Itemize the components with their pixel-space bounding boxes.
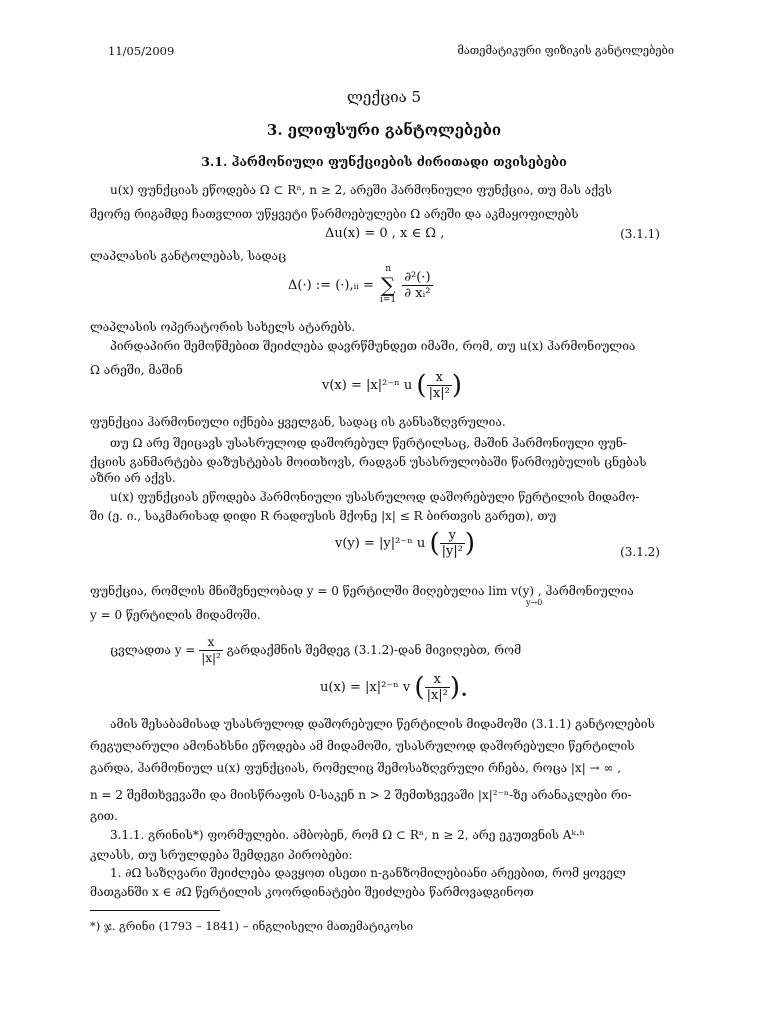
paragraph-line: u(x) ფუნქციას ეწოდება ჰარმონიული უსასრულოდ დაშორებული წერტილის მიდამო-: [110, 490, 640, 504]
equation-number: (3.1.2): [620, 545, 660, 559]
lecture-title: ლექცია 5: [346, 88, 422, 106]
fraction-numerator: ∂²(·): [404, 269, 431, 285]
equation-lhs: u(x) = |x|²⁻ⁿ v: [320, 680, 411, 695]
equation-lhs: v(x) = |x|²⁻ⁿ u: [322, 378, 413, 393]
paragraph-line: მეორე რიგამდე ჩათვლით უწყვეტი წარმოებულები Ω არეში და აკმაყოფილებს: [90, 207, 579, 221]
paragraph-line: ლაპლასის ოპერატორის სახელს ატარებს.: [90, 320, 356, 334]
equation-lhs: v(y) = |y|²⁻ⁿ u: [335, 536, 426, 551]
section-title: 3.1. ჰარმონიული ფუნქციების ძირითადი თვისებები: [201, 154, 567, 169]
fraction-denominator: |x|²: [428, 386, 450, 401]
fraction-numerator: x: [199, 635, 223, 651]
fraction-denominator: |y|²: [441, 544, 463, 559]
header-course-title: მათემატიკური ფიზიკის განტოლებები: [457, 44, 674, 57]
laplace-operator-equation: [288, 264, 433, 308]
text-segment: ცვლადთა y =: [110, 643, 196, 657]
paragraph-line: Ω არეში, მაშინ: [90, 363, 183, 377]
subsection-paragraph: 3.1.1. გრინის*) ფორმულები. ამბობენ, რომ Ω ⊂ Rⁿ, n ≥ 2, არე ეკუთვნის Aᵏ·ʰ: [110, 828, 585, 842]
paragraph-line: თუ Ω არე შეიცავს უსასრულოდ დაშორებულ წერტილსაც, მაშინ ჰარმონიული ფუნ-: [110, 436, 627, 450]
paragraph-line: ფუნქცია, რომლის მნიშვნელობად y = 0 წერტილში მიღებულია lim v(y) , ჰარმონიულია: [90, 584, 634, 598]
fraction-denominator: |x|²: [201, 651, 221, 665]
paragraph-line: [110, 630, 521, 670]
equation-3-1-1: Δu(x) = 0 , x ∈ Ω ,: [325, 226, 445, 241]
paragraph-line: n = 2 შემთხვევაში და მიისწრაფის 0-საკენ n > 2 შემთხვევაში |x|²⁻ⁿ-ზე არანაკლები რი-: [90, 788, 632, 802]
paragraph-line: აზრი არ აქვს.: [90, 471, 176, 485]
fraction-denominator: |x|²: [426, 688, 448, 703]
footnote-rule: [90, 910, 220, 911]
fraction-numerator: x: [427, 370, 452, 386]
sum-symbol: ∑: [380, 273, 396, 297]
header-date: 11/05/2009: [108, 44, 175, 58]
fraction-numerator: x: [425, 672, 450, 688]
paragraph-line: ში (ე. ი., საკმარისად დიდი R რადიუსის მქონე |x| ≤ R ბირთვის გარეთ), თუ: [90, 509, 557, 523]
sum-lower-limit: i=1: [380, 295, 397, 305]
paragraph-line: კლასს, თუ სრულდება შემდეგი პირობები:: [90, 848, 353, 862]
limit-subscript: y→0: [526, 598, 543, 607]
paragraph-line: მათგანში x ∈ ∂Ω წერტილის კოორდინატები შეიძლება წარმოვადგინოთ: [90, 885, 534, 899]
paragraph-line: ქციის განმარტება დაზუსტებას მოითხოვს, რადგან უსასრულობაში წარმოებულის ცნებას: [90, 455, 647, 469]
paragraph-line: u(x) ფუნქციას ეწოდება Ω ⊂ Rⁿ, n ≥ 2, არეში ჰარმონიული ფუნქცია, თუ მას აქვს: [110, 183, 613, 197]
fraction-denominator: ∂ xᵢ²: [404, 285, 431, 301]
paragraph-line: 1. ∂Ω საზღვარი შეიძლება დავყოთ ისეთი n-განზომილებიანი არეებით, რომ ყოველ: [110, 866, 626, 880]
paragraph-line: y = 0 წერტილის მიდამოში.: [90, 608, 261, 622]
laplace-lhs: Δ(·) := (·),ᵢᵢ =: [288, 277, 374, 293]
paragraph-line: პირდაპირი შემოწმებით შეიძლება დავრწმუნდეთ იმაში, რომ, თუ u(x) ჰარმონიულია: [110, 339, 636, 353]
sum-upper-limit: n: [385, 264, 391, 274]
text-segment: გარდაქმნის შემდეგ (3.1.2)-დან მივიღებთ, რომ: [226, 643, 522, 657]
equation-v-transform: v(x) = |x|²⁻ⁿ u ( $\frac{x}{\text{|x|²}}$ ): [322, 370, 463, 401]
equation-number: (3.1.1): [620, 227, 660, 241]
chapter-title: 3. ელიფსური განტოლებები: [266, 121, 502, 139]
paragraph-line: ლაპლასის განტოლებას, სადაც: [90, 249, 287, 263]
paragraph-line: ფუნქცია ჰარმონიული იქნება ყველგან, სადაც ის განსაზღვრულია.: [90, 415, 506, 429]
paragraph-line: რეგულარული ამონახსნი ეწოდება ამ მიდამოში, უსასრულოდ დაშორებული წერტილის: [90, 739, 635, 753]
footnote: *) ჯ. გრინი (1793 – 1841) – ინგლისელი მათემატიკოსი: [90, 919, 414, 933]
paragraph-line: გარდა, ჰარმონიულ u(x) ფუნქციას, რომელიც შემოსაზღვრული რჩება, როცა |x| → ∞ ,: [90, 761, 622, 775]
equation-u-transform: u(x) = |x|²⁻ⁿ v ( $\frac{x}{\text{|x|²}}$ ).: [320, 672, 469, 703]
paragraph-line: ამის შესაბამისად უსასრულოდ დაშორებული წერტილის მიდამოში (3.1.1) განტოლების: [110, 717, 655, 731]
equation-3-1-2: v(y) = |y|²⁻ⁿ u ( $\frac{y}{\text{|y|²}}$ ): [335, 528, 476, 559]
fraction-numerator: y: [440, 528, 465, 544]
paragraph-line: გით.: [90, 809, 118, 823]
